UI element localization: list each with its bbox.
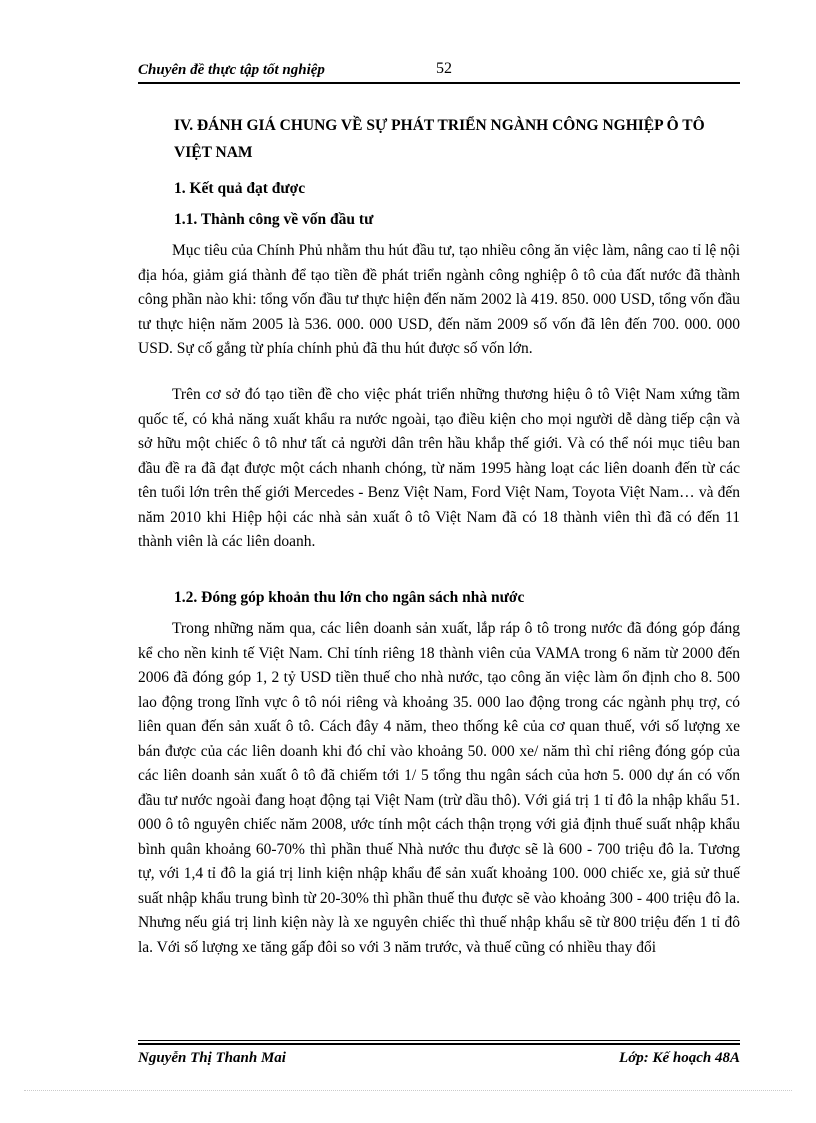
page-header (138, 58, 740, 82)
paragraph-2: Trên cơ sở đó tạo tiền đề cho việc phát triển những thương hiệu ô tô Việt Nam xứng tầm quốc tế, có khả năng xuất khẩu ra nước ngoài, tạo điều kiện cho mọi người dễ dàng tiếp cận và sở hữu một chiếc ô tô như tất cả người dân trên hầu khắp thế giới. Và có thể nói mục tiêu ban đầu đề ra đã đạt được một cách nhanh chóng, từ năm 1995 hàng loạt các liên doanh đến từ các tên tuổi lớn trên thế giới Mercedes - Benz Việt Nam, Ford Việt Nam, Toyota Việt Nam… và đến năm 2010 khi Hiệp hội các nhà sản xuất ô tô Việt Nam đã có 18 thành viên thì đã có đến 11 thành viên là các liên doanh. (138, 386, 740, 550)
paragraph-1: Mục tiêu của Chính Phủ nhằm thu hút đầu tư, tạo nhiều công ăn việc làm, nâng cao tỉ lệ nội địa hóa, giảm giá thành để tạo tiền đề phát triển ngành công nghiệp ô tô của đất nước đã thành công phần nào khi: tổng vốn đầu tư thực hiện đến năm 2002 là 419. 850. 000 USD, tổng vốn đầu tư thực hiện năm 2005 là 536. 000. 000 USD, đến năm 2009 số vốn đã lên đến 700. 000. 000 USD. Sự cố gắng từ phía chính phủ đã thu hút được số vốn lớn. (138, 242, 740, 357)
paragraph-3: Trong những năm qua, các liên doanh sản xuất, lắp ráp ô tô trong nước đã đóng góp đáng kể cho nền kinh tế Việt Nam. Chỉ tính riêng 18 thành viên của VAMA trong 6 năm từ 2000 đến 2006 đã đóng góp 1, 2 tỷ USD tiền thuế cho nhà nước, tạo công ăn việc làm ổn định cho 8. 500 lao động trong lĩnh vực ô tô nói riêng và khoảng 35. 000 lao động trong các ngành phụ trợ, có liên quan đến sản xuất ô tô. Cách đây 4 năm, theo thống kê của cơ quan thuế, với số lượng xe bán được của các liên doanh khi đó chỉ vào khoảng 50. 000 xe/ năm thì chỉ riêng đóng góp của các liên doanh sản xuất ô tô đã chiếm tới 1/ 5 tổng thu ngân sách của hơn 5. 000 dự án có vốn đầu tư nước ngoài đang hoạt động tại Việt Nam (trừ dầu thô). Với giá trị 1 tỉ đô la nhập khẩu 51. 000 ô tô nguyên chiếc năm 2008, ước tính một cách thận trọng với giả định thuế suất nhập khẩu bình quân khoảng 60-70% thì phần thuế Nhà nước thu được sẽ là 600 - 700 triệu đô la. Tương tự, với 1,4 tỉ đô la giá trị linh kiện nhập khẩu để sản xuất khoảng 100. 000 chiếc xe, giả sử thuế suất nhập khẩu trung bình từ 20-30% thì phần thuế thu được sẽ vào khoảng 300 - 400 triệu đô la. Nhưng nếu giá trị linh kiện này là xe nguyên chiếc thì thuế nhập khẩu sẽ từ 800 triệu đến 1 tỉ đô la. Với số lượng xe tăng gấp đôi so với 3 năm trước, và thuế cũng có nhiều thay đổi (138, 620, 740, 956)
subheading-1: 1. Kết quả đạt được (174, 180, 306, 197)
subheading-1-1: 1.1. Thành công về vốn đầu tư (174, 211, 374, 228)
header-title: Chuyên đề thực tập tốt nghiệp (138, 62, 325, 78)
page-edge-dotted-line (24, 1090, 792, 1091)
header-rule (138, 82, 740, 84)
footer-rule-thin (138, 1040, 740, 1041)
section-heading: IV. ĐÁNH GIÁ CHUNG VỀ SỰ PHÁT TRIỂN NGÀNH CÔNG NGHIỆP Ô TÔ VIỆT NAM (174, 117, 705, 161)
footer-author: Nguyễn Thị Thanh Mai (138, 1050, 286, 1066)
footer-class: Lớp: Kế hoạch 48A (619, 1050, 740, 1066)
page-number: 52 (436, 60, 452, 77)
page-footer (138, 1050, 740, 1074)
subheading-1-2: 1.2. Đóng góp khoản thu lớn cho ngân sách nhà nước (174, 589, 525, 606)
footer-rule-thick (138, 1043, 740, 1045)
